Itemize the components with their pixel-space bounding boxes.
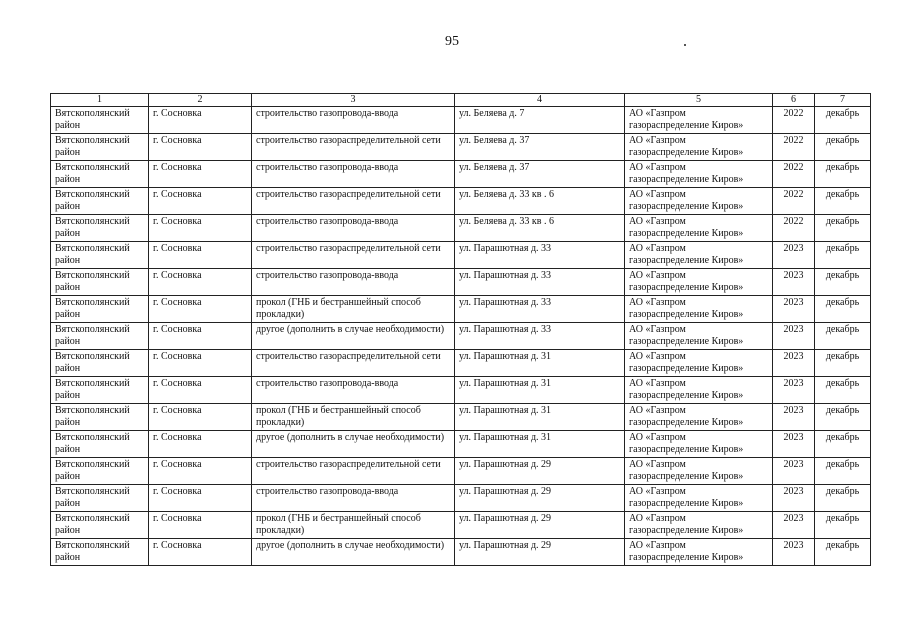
organization-cell: АО «Газпром газораспределение Киров» <box>625 323 773 350</box>
locality-cell: г. Сосновка <box>149 350 252 377</box>
month-cell: декабрь <box>815 242 871 269</box>
district-cell: Вятскополянский район <box>51 485 149 512</box>
organization-cell: АО «Газпром газораспределение Киров» <box>625 161 773 188</box>
address-cell: ул. Парашютная д. 33 <box>455 269 625 296</box>
address-cell: ул. Парашютная д. 33 <box>455 323 625 350</box>
column-header-2: 2 <box>149 94 252 107</box>
table-row <box>51 296 871 323</box>
work-type-cell: строительство газораспределительной сети <box>252 350 455 377</box>
address-cell: ул. Беляева д. 37 <box>455 161 625 188</box>
work-type-cell: строительство газопровода-ввода <box>252 485 455 512</box>
district-cell: Вятскополянский район <box>51 458 149 485</box>
district-cell: Вятскополянский район <box>51 161 149 188</box>
month-cell: декабрь <box>815 539 871 566</box>
year-cell: 2022 <box>773 161 815 188</box>
work-type-cell: прокол (ГНБ и бестраншейный способ прокладки) <box>252 512 455 539</box>
gasification-table <box>50 93 871 566</box>
district-cell: Вятскополянский район <box>51 215 149 242</box>
year-cell: 2023 <box>773 539 815 566</box>
month-cell: декабрь <box>815 404 871 431</box>
month-cell: декабрь <box>815 350 871 377</box>
district-cell: Вятскополянский район <box>51 431 149 458</box>
table-row <box>51 323 871 350</box>
locality-cell: г. Сосновка <box>149 107 252 134</box>
table-header <box>51 94 871 107</box>
work-type-cell: другое (дополнить в случае необходимости) <box>252 431 455 458</box>
table-row <box>51 431 871 458</box>
table-body <box>51 107 871 566</box>
address-cell: ул. Парашютная д. 31 <box>455 350 625 377</box>
header-row <box>51 94 871 107</box>
district-cell: Вятскополянский район <box>51 269 149 296</box>
organization-cell: АО «Газпром газораспределение Киров» <box>625 242 773 269</box>
year-cell: 2022 <box>773 215 815 242</box>
address-cell: ул. Парашютная д. 29 <box>455 512 625 539</box>
column-header-7: 7 <box>815 94 871 107</box>
address-cell: ул. Парашютная д. 33 <box>455 242 625 269</box>
table-row <box>51 377 871 404</box>
year-cell: 2022 <box>773 134 815 161</box>
district-cell: Вятскополянский район <box>51 242 149 269</box>
month-cell: декабрь <box>815 296 871 323</box>
district-cell: Вятскополянский район <box>51 323 149 350</box>
work-type-cell: строительство газопровода-ввода <box>252 215 455 242</box>
table-row <box>51 458 871 485</box>
work-type-cell: строительство газопровода-ввода <box>252 269 455 296</box>
locality-cell: г. Сосновка <box>149 188 252 215</box>
district-cell: Вятскополянский район <box>51 350 149 377</box>
locality-cell: г. Сосновка <box>149 458 252 485</box>
table-row <box>51 350 871 377</box>
organization-cell: АО «Газпром газораспределение Киров» <box>625 512 773 539</box>
locality-cell: г. Сосновка <box>149 296 252 323</box>
district-cell: Вятскополянский район <box>51 539 149 566</box>
organization-cell: АО «Газпром газораспределение Киров» <box>625 269 773 296</box>
work-type-cell: строительство газораспределительной сети <box>252 458 455 485</box>
month-cell: декабрь <box>815 323 871 350</box>
locality-cell: г. Сосновка <box>149 161 252 188</box>
work-type-cell: строительство газопровода-ввода <box>252 107 455 134</box>
locality-cell: г. Сосновка <box>149 485 252 512</box>
organization-cell: АО «Газпром газораспределение Киров» <box>625 431 773 458</box>
locality-cell: г. Сосновка <box>149 377 252 404</box>
address-cell: ул. Парашютная д. 31 <box>455 431 625 458</box>
year-cell: 2022 <box>773 188 815 215</box>
table-row <box>51 269 871 296</box>
month-cell: декабрь <box>815 377 871 404</box>
district-cell: Вятскополянский район <box>51 296 149 323</box>
locality-cell: г. Сосновка <box>149 323 252 350</box>
locality-cell: г. Сосновка <box>149 134 252 161</box>
year-cell: 2023 <box>773 404 815 431</box>
work-type-cell: прокол (ГНБ и бестраншейный способ прокладки) <box>252 404 455 431</box>
column-header-4: 4 <box>455 94 625 107</box>
month-cell: декабрь <box>815 215 871 242</box>
table-row <box>51 161 871 188</box>
year-cell: 2023 <box>773 269 815 296</box>
year-cell: 2023 <box>773 512 815 539</box>
organization-cell: АО «Газпром газораспределение Киров» <box>625 107 773 134</box>
address-cell: ул. Беляева д. 37 <box>455 134 625 161</box>
table-row <box>51 512 871 539</box>
work-type-cell: строительство газопровода-ввода <box>252 161 455 188</box>
table-row <box>51 539 871 566</box>
column-header-1: 1 <box>51 94 149 107</box>
address-cell: ул. Парашютная д. 33 <box>455 296 625 323</box>
work-type-cell: строительство газораспределительной сети <box>252 242 455 269</box>
address-cell: ул. Беляева д. 33 кв . 6 <box>455 188 625 215</box>
page-number: 95 <box>445 34 459 49</box>
organization-cell: АО «Газпром газораспределение Киров» <box>625 485 773 512</box>
organization-cell: АО «Газпром газораспределение Киров» <box>625 215 773 242</box>
table-row <box>51 107 871 134</box>
table-row <box>51 242 871 269</box>
year-cell: 2023 <box>773 323 815 350</box>
address-cell: ул. Парашютная д. 29 <box>455 485 625 512</box>
district-cell: Вятскополянский район <box>51 134 149 161</box>
organization-cell: АО «Газпром газораспределение Киров» <box>625 296 773 323</box>
year-cell: 2023 <box>773 458 815 485</box>
year-cell: 2022 <box>773 107 815 134</box>
organization-cell: АО «Газпром газораспределение Киров» <box>625 539 773 566</box>
district-cell: Вятскополянский район <box>51 377 149 404</box>
month-cell: декабрь <box>815 107 871 134</box>
month-cell: декабрь <box>815 431 871 458</box>
year-cell: 2023 <box>773 296 815 323</box>
organization-cell: АО «Газпром газораспределение Киров» <box>625 134 773 161</box>
year-cell: 2023 <box>773 350 815 377</box>
month-cell: декабрь <box>815 188 871 215</box>
organization-cell: АО «Газпром газораспределение Киров» <box>625 458 773 485</box>
year-cell: 2023 <box>773 242 815 269</box>
year-cell: 2023 <box>773 431 815 458</box>
locality-cell: г. Сосновка <box>149 404 252 431</box>
month-cell: декабрь <box>815 485 871 512</box>
table-row <box>51 188 871 215</box>
locality-cell: г. Сосновка <box>149 215 252 242</box>
work-type-cell: прокол (ГНБ и бестраншейный способ прокладки) <box>252 296 455 323</box>
district-cell: Вятскополянский район <box>51 107 149 134</box>
month-cell: декабрь <box>815 161 871 188</box>
locality-cell: г. Сосновка <box>149 539 252 566</box>
address-cell: ул. Беляева д. 7 <box>455 107 625 134</box>
organization-cell: АО «Газпром газораспределение Киров» <box>625 188 773 215</box>
district-cell: Вятскополянский район <box>51 512 149 539</box>
column-header-3: 3 <box>252 94 455 107</box>
locality-cell: г. Сосновка <box>149 431 252 458</box>
scan-speck <box>684 44 686 46</box>
work-type-cell: другое (дополнить в случае необходимости) <box>252 323 455 350</box>
district-cell: Вятскополянский район <box>51 188 149 215</box>
address-cell: ул. Парашютная д. 31 <box>455 404 625 431</box>
address-cell: ул. Парашютная д. 31 <box>455 377 625 404</box>
address-cell: ул. Беляева д. 33 кв . 6 <box>455 215 625 242</box>
address-cell: ул. Парашютная д. 29 <box>455 539 625 566</box>
organization-cell: АО «Газпром газораспределение Киров» <box>625 350 773 377</box>
organization-cell: АО «Газпром газораспределение Киров» <box>625 404 773 431</box>
district-cell: Вятскополянский район <box>51 404 149 431</box>
work-type-cell: строительство газораспределительной сети <box>252 134 455 161</box>
table-row <box>51 404 871 431</box>
month-cell: декабрь <box>815 269 871 296</box>
locality-cell: г. Сосновка <box>149 512 252 539</box>
locality-cell: г. Сосновка <box>149 242 252 269</box>
month-cell: декабрь <box>815 458 871 485</box>
locality-cell: г. Сосновка <box>149 269 252 296</box>
month-cell: декабрь <box>815 512 871 539</box>
table-row <box>51 485 871 512</box>
year-cell: 2023 <box>773 485 815 512</box>
address-cell: ул. Парашютная д. 29 <box>455 458 625 485</box>
month-cell: декабрь <box>815 134 871 161</box>
table-row <box>51 215 871 242</box>
year-cell: 2023 <box>773 377 815 404</box>
column-header-6: 6 <box>773 94 815 107</box>
table-row <box>51 134 871 161</box>
work-type-cell: строительство газораспределительной сети <box>252 188 455 215</box>
work-type-cell: строительство газопровода-ввода <box>252 377 455 404</box>
organization-cell: АО «Газпром газораспределение Киров» <box>625 377 773 404</box>
work-type-cell: другое (дополнить в случае необходимости) <box>252 539 455 566</box>
column-header-5: 5 <box>625 94 773 107</box>
